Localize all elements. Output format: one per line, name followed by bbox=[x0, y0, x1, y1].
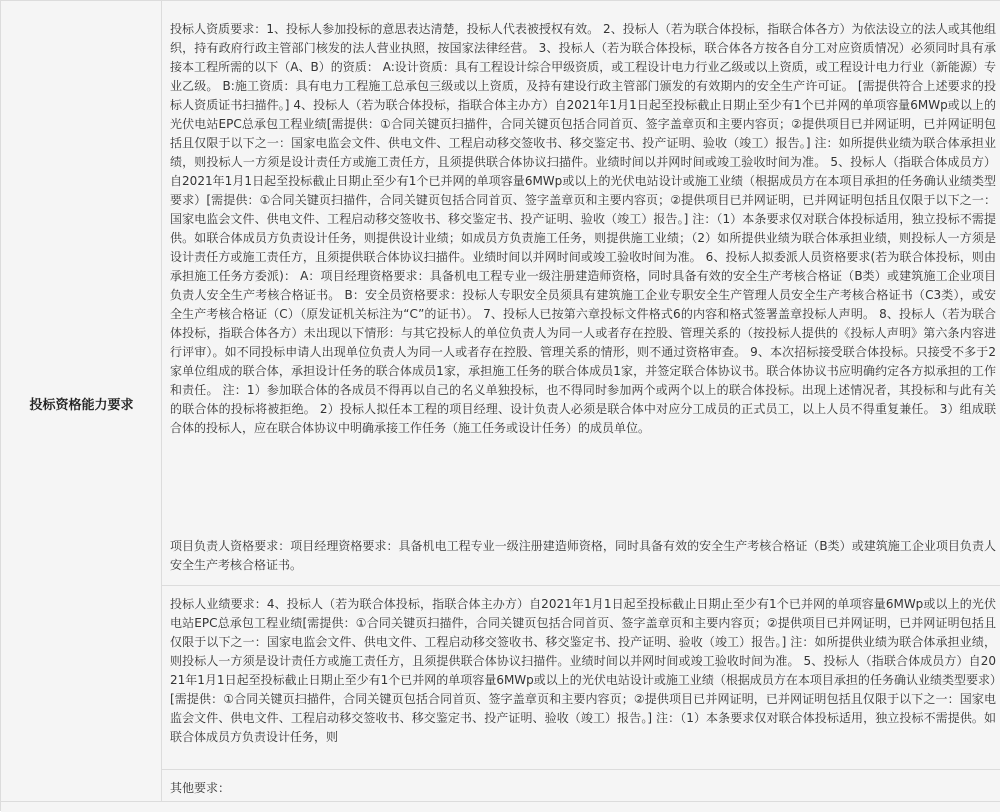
performance-requirements-text: 投标人业绩要求：4、投标人（若为联合体投标，指联合体主办方）自2021年1月1日起至投标截止日期止至少有1个已并网的单项容量6MWp或以上的光伏电站EPC总承包工程业绩[需提供：①合同关键页扫描件，合同关键页包括合同首页、签字盖章页和主要内容页；②提供项目已并网证明，已并网证明包括且仅限于以下之一：国家电监会文件、供电文件、工程启动移交签收书、移交鉴定书、投产证明、验收（竣工）报告。] 注：如所提供业绩为联合体承担业绩，则投标人一方须是设计责任方或施工责任方，且须提供联合体协议扫描件。业绩时间以并网时间或竣工验收时间为准。 5、投标人（指联合体成员方）自2021年1月1日起至投标截止日期止至少有1个已并网的单项容量6MWp或以上的光伏电站设计或施工业绩（根据成员方在本项目承担的任务确认业绩类型要求）[需提供：①合同关键页扫描件，合同关键页包括合同首页、签字盖章页和主要内容页；②提供项目已并网证明，已并网证明包括且仅限于以下之一：国家电监会文件、供电文件、工程启动移交签收书、移交鉴定书、投产证明、验收（竣工）报告。] 注：（1）本条要求仅对联合体投标适用，独立投标不需提供。如联合体成员方负责设计任务，则 bbox=[170, 597, 996, 744]
section-divider bbox=[162, 769, 1000, 770]
next-row-partial bbox=[1, 801, 1000, 812]
row-content-cell bbox=[162, 1, 1000, 802]
project-manager-requirements-text: 项目负责人资格要求：项目经理资格要求：具备机电工程专业一级注册建造师资格，同时具备有效的安全生产考核合格证（B类）或建筑施工企业项目负责人安全生产考核合格证书。 bbox=[170, 539, 996, 572]
qualification-requirements-text: 投标人资质要求：1、投标人参加投标的意思表达清楚，投标人代表被授权有效。 2、投标人（若为联合体投标，指联合体各方）为依法设立的法人或其他组织，持有政府行政主管部门核发的法人营业执照，按国家法律经营。 3、投标人（若为联合体投标，联合体各方按各自分工对应资质情况）必须同时具有承接本工程所需的以下（A、B）的资质： A:设计资质：具有工程设计综合甲级资质，或工程设计电力行业乙级或以上资质，或工程设计电力行业（新能源）专业乙级。 B:施工资质：具有电力工程施工总承包三级或以上资质，及持有建设行政主管部门颁发的有效期内的安全生产许可证。 [需提供符合上述要求的投标人资质证书扫描件。] 4、投标人（若为联合体投标，指联合体主办方）自2021年1月1日起至投标截止日期止至少有1个已并网的单项容量6MWp或以上的光伏电站EPC总承包工程业绩[需提供：①合同关键页扫描件，合同关键页包括合同首页、签字盖章页和主要内容页；②提供项目已并网证明，已并网证明包括且仅限于以下之一：国家电监会文件、供电文件、工程启动移交签收书、移交鉴定书、投产证明、验收（竣工）报告。] 注：如所提供业绩为联合体承担业绩，则投标人一方须是设计责任方或施工责任方，且须提供联合体协议扫描件。业绩时间以并网时间或竣工验收时间为准。 5、投标人（指联合体成员方）自2021年1月1日起至投标截止日期止至少有1个已并网的单项容量6MWp或以上的光伏电站设计或施工业绩（根据成员方在本项目承担的任务确认业绩类型要求）[需提供：①合同关键页扫描件，合同关键页包括合同首页、签字盖章页和主要内容页；②提供项目已并网证明，已并网证明包括且仅限于以下之一：国家电监会文件、供电文件、工程启动移交签收书、移交鉴定书、投产证明、验收（竣工）报告。] 注：（1）本条要求仅对联合体投标适用，独立投标不需提供。如联合体成员方负责设计任务，则提供设计业绩；如成员方负责施工任务，则提供施工业绩；（2）如所提供业绩为联合体承担业绩，则投标人一方须是设计责任方或施工责任方，且须提供联合体协议扫描件。业绩时间以并网时间或竣工验收时间为准。 6、投标人拟委派人员资格要求(若为联合体投标，则由承担施工任务方委派)： A：项目经理资格要求：具备机电工程专业一级注册建造师资格，同时具备有效的安全生产考核合格证（B类）或建筑施工企业项目负责人安全生产考核合格证书。 B：安全员资格要求：投标人专职安全员须具有建筑施工企业专职安全生产管理人员安全生产考核合格证书（C3类），或安全生产考核合格证（C）（原发证机关标注为“C”的证书）。 7、投标人已按第六章投标文件格式6的内容和格式签署盖章投标人声明。 8、投标人（若为联合体投标，指联合体各方）未出现以下情形：与其它投标人的单位负责人为同一人或者存在控股、管理关系的（按投标人提供的《投标人声明》第六条内容进行评审）。如不同投标申请人出现单位负责人为同一人或者存在控股、管理关系的情形，则不通过资格审查。 9、本次招标接受联合体投标。只接受不多于2家单位组成的联合体，承担设计任务的联合体成员1家，承担施工任务的联合体成员1家，并签定联合体协议书。联合体协议书应明确约定各方拟承担的工作和责任。 注：1）参加联合体的各成员不得再以自己的名义单独投标，也不得同时参加两个或两个以上的联合体投标。出现上述情况者，其投标和与此有关的联合体的投标将被拒绝。 2）投标人拟任本工程的项目经理、设计负责人必须是联合体中对应分工成员的正式员工，以上人员不得重复兼任。 3）组成联合体的投标人，应在联合体协议中明确承接工作任务（施工任务或设计任务）的成员单位。 bbox=[170, 22, 996, 435]
row-label: 投标资格能力要求 bbox=[29, 398, 134, 413]
qualification-row bbox=[1, 0, 1000, 802]
row-label-cell bbox=[1, 1, 162, 802]
section-divider bbox=[162, 585, 1000, 586]
other-requirements-text: 其他要求： bbox=[170, 781, 231, 795]
